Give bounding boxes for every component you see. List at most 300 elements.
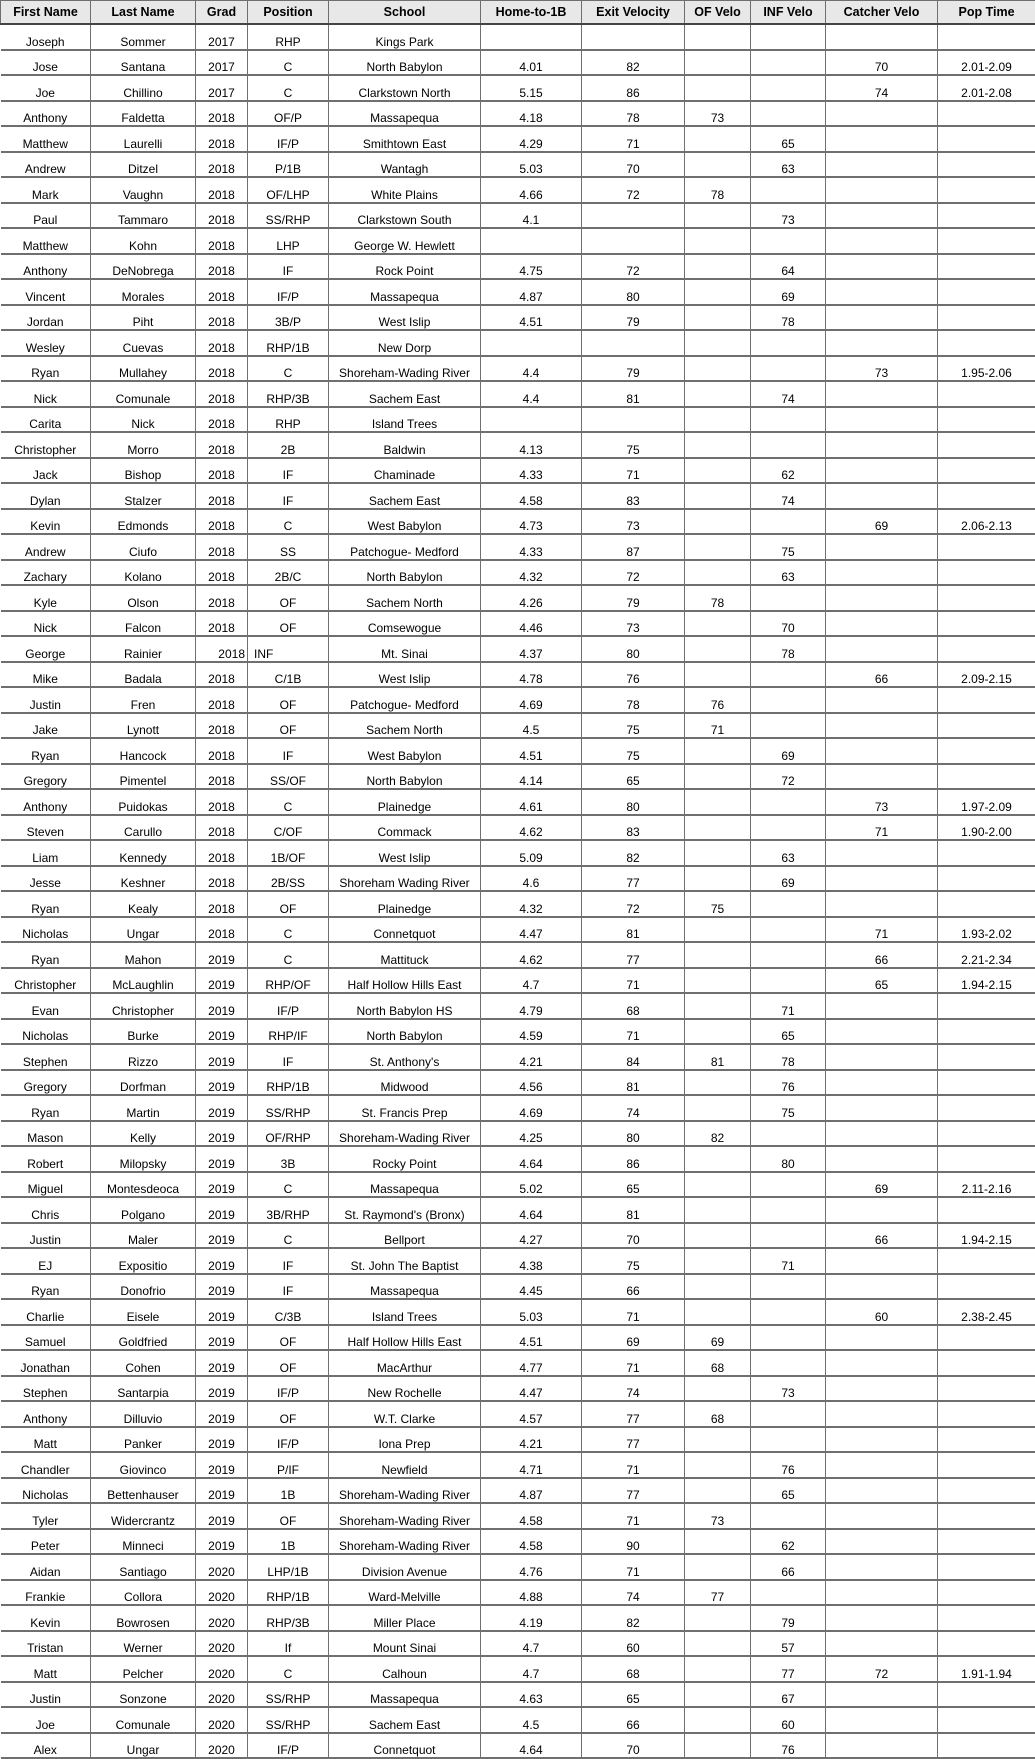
table-row xyxy=(1,585,1035,611)
cell-last-name: Piht xyxy=(91,305,196,331)
cell-school: Chaminade xyxy=(329,458,481,484)
cell-pop-time xyxy=(938,1401,1035,1427)
cell-last-name: Minneci xyxy=(91,1529,196,1555)
cell-last-name: Olson xyxy=(91,585,196,611)
cell-position: IF/P xyxy=(248,279,329,305)
cell-pop-time xyxy=(938,279,1035,305)
cell-last-name: Kelly xyxy=(91,1121,196,1147)
cell-of-velo xyxy=(685,152,751,178)
cell-of-velo xyxy=(685,968,751,994)
cell-home-to-1b: 4.51 xyxy=(481,1325,582,1351)
cell-inf-velo xyxy=(751,891,826,917)
cell-first-name: Andrew xyxy=(1,534,91,560)
cell-last-name: Pelcher xyxy=(91,1656,196,1682)
cell-catcher-velo xyxy=(826,381,938,407)
cell-exit-velocity: 72 xyxy=(582,177,685,203)
cell-first-name: Justin xyxy=(1,687,91,713)
cell-grad: 2018 xyxy=(196,764,248,790)
table-row xyxy=(1,840,1035,866)
cell-last-name: Lynott xyxy=(91,713,196,739)
cell-exit-velocity: 81 xyxy=(582,1197,685,1223)
cell-inf-velo: 73 xyxy=(751,1376,826,1402)
cell-first-name: Ryan xyxy=(1,942,91,968)
cell-school: Shoreham-Wading River xyxy=(329,356,481,382)
table-row xyxy=(1,917,1035,943)
cell-inf-velo: 78 xyxy=(751,1044,826,1070)
cell-grad: 2018 xyxy=(196,152,248,178)
cell-of-velo xyxy=(685,1248,751,1274)
cell-grad: 2018 xyxy=(196,713,248,739)
cell-home-to-1b xyxy=(481,228,582,254)
cell-inf-velo xyxy=(751,24,826,50)
cell-first-name: Ryan xyxy=(1,891,91,917)
cell-grad: 2018 xyxy=(196,560,248,586)
cell-position: RHP xyxy=(248,407,329,433)
cell-home-to-1b: 5.02 xyxy=(481,1172,582,1198)
cell-pop-time xyxy=(938,611,1035,637)
cell-exit-velocity xyxy=(582,24,685,50)
cell-inf-velo xyxy=(751,1223,826,1249)
cell-position: C xyxy=(248,75,329,101)
cell-grad: 2018 xyxy=(196,662,248,688)
table-row xyxy=(1,509,1035,535)
cell-of-velo xyxy=(685,840,751,866)
cell-first-name: Joseph xyxy=(1,24,91,50)
cell-school: White Plains xyxy=(329,177,481,203)
cell-school: Kings Park xyxy=(329,24,481,50)
cell-last-name: Tammaro xyxy=(91,203,196,229)
cell-home-to-1b: 4.71 xyxy=(481,1452,582,1478)
cell-pop-time: 2.06-2.13 xyxy=(938,509,1035,535)
cell-catcher-velo: 66 xyxy=(826,942,938,968)
cell-school: New Dorp xyxy=(329,330,481,356)
cell-inf-velo xyxy=(751,942,826,968)
cell-position: IF/P xyxy=(248,1376,329,1402)
cell-first-name: Nicholas xyxy=(1,1478,91,1504)
cell-catcher-velo xyxy=(826,458,938,484)
cell-first-name: Mark xyxy=(1,177,91,203)
cell-catcher-velo xyxy=(826,1350,938,1376)
cell-position: C xyxy=(248,1656,329,1682)
cell-exit-velocity: 71 xyxy=(582,1554,685,1580)
cell-last-name: Ungar xyxy=(91,1733,196,1759)
cell-pop-time xyxy=(938,1605,1035,1631)
cell-school: St. Anthony's xyxy=(329,1044,481,1070)
cell-first-name: George xyxy=(1,636,91,662)
cell-inf-velo: 75 xyxy=(751,534,826,560)
cell-of-velo xyxy=(685,534,751,560)
cell-home-to-1b: 4.61 xyxy=(481,789,582,815)
cell-last-name: Cuevas xyxy=(91,330,196,356)
table-row xyxy=(1,993,1035,1019)
cell-pop-time xyxy=(938,1146,1035,1172)
cell-of-velo: 73 xyxy=(685,1503,751,1529)
cell-school: Massapequa xyxy=(329,1682,481,1708)
cell-of-velo: 68 xyxy=(685,1401,751,1427)
cell-first-name: Chandler xyxy=(1,1452,91,1478)
table-row xyxy=(1,432,1035,458)
cell-catcher-velo xyxy=(826,1427,938,1453)
cell-grad: 2018 xyxy=(196,509,248,535)
table-row xyxy=(1,279,1035,305)
cell-inf-velo: 69 xyxy=(751,738,826,764)
cell-of-velo xyxy=(685,764,751,790)
cell-grad: 2018 xyxy=(196,738,248,764)
cell-catcher-velo: 74 xyxy=(826,75,938,101)
table-row xyxy=(1,75,1035,101)
cell-pop-time xyxy=(938,1707,1035,1733)
cell-home-to-1b: 4.56 xyxy=(481,1070,582,1096)
cell-exit-velocity: 83 xyxy=(582,815,685,841)
cell-pop-time: 2.21-2.34 xyxy=(938,942,1035,968)
cell-first-name: Kyle xyxy=(1,585,91,611)
cell-catcher-velo: 69 xyxy=(826,1172,938,1198)
cell-exit-velocity: 76 xyxy=(582,662,685,688)
cell-first-name: Matt xyxy=(1,1427,91,1453)
table-row xyxy=(1,611,1035,637)
cell-exit-velocity: 75 xyxy=(582,738,685,764)
cell-catcher-velo xyxy=(826,1478,938,1504)
cell-last-name: Ungar xyxy=(91,917,196,943)
cell-school: W.T. Clarke xyxy=(329,1401,481,1427)
cell-school: Miller Place xyxy=(329,1605,481,1631)
cell-of-velo xyxy=(685,432,751,458)
cell-position: C/3B xyxy=(248,1299,329,1325)
cell-pop-time xyxy=(938,1197,1035,1223)
cell-last-name: Maler xyxy=(91,1223,196,1249)
cell-last-name: DeNobrega xyxy=(91,254,196,280)
cell-school: Massapequa xyxy=(329,279,481,305)
cell-inf-velo xyxy=(751,432,826,458)
cell-exit-velocity: 71 xyxy=(582,458,685,484)
cell-last-name: Puidokas xyxy=(91,789,196,815)
cell-position: OF xyxy=(248,687,329,713)
cell-exit-velocity: 79 xyxy=(582,356,685,382)
cell-catcher-velo xyxy=(826,1631,938,1657)
cell-pop-time xyxy=(938,840,1035,866)
cell-of-velo xyxy=(685,1707,751,1733)
cell-exit-velocity: 80 xyxy=(582,789,685,815)
cell-inf-velo: 62 xyxy=(751,458,826,484)
table-row xyxy=(1,458,1035,484)
cell-home-to-1b xyxy=(481,407,582,433)
cell-home-to-1b: 4.7 xyxy=(481,1656,582,1682)
cell-inf-velo xyxy=(751,662,826,688)
table-body xyxy=(1,24,1035,1758)
table-row xyxy=(1,1707,1035,1733)
cell-of-velo xyxy=(685,1274,751,1300)
cell-last-name: Mahon xyxy=(91,942,196,968)
cell-last-name: Laurelli xyxy=(91,126,196,152)
table-row xyxy=(1,152,1035,178)
cell-school: Half Hollow Hills East xyxy=(329,1325,481,1351)
cell-last-name: Hancock xyxy=(91,738,196,764)
cell-inf-velo: 79 xyxy=(751,1605,826,1631)
cell-school: Plainedge xyxy=(329,789,481,815)
cell-catcher-velo xyxy=(826,126,938,152)
cell-position: IF/P xyxy=(248,1733,329,1759)
cell-inf-velo: 73 xyxy=(751,203,826,229)
cell-position: 2B/SS xyxy=(248,866,329,892)
cell-position: SS/OF xyxy=(248,764,329,790)
cell-inf-velo: 63 xyxy=(751,152,826,178)
cell-home-to-1b: 4.51 xyxy=(481,305,582,331)
cell-last-name: Mullahey xyxy=(91,356,196,382)
cell-exit-velocity: 90 xyxy=(582,1529,685,1555)
cell-catcher-velo: 60 xyxy=(826,1299,938,1325)
cell-exit-velocity: 80 xyxy=(582,1121,685,1147)
cell-inf-velo: 78 xyxy=(751,305,826,331)
cell-school: George W. Hewlett xyxy=(329,228,481,254)
table-row xyxy=(1,1503,1035,1529)
cell-pop-time xyxy=(938,177,1035,203)
cell-first-name: Carita xyxy=(1,407,91,433)
cell-last-name: Rizzo xyxy=(91,1044,196,1070)
cell-of-velo xyxy=(685,611,751,637)
cell-last-name: Goldfried xyxy=(91,1325,196,1351)
cell-school: North Babylon xyxy=(329,50,481,76)
cell-pop-time xyxy=(938,687,1035,713)
cell-position: OF xyxy=(248,713,329,739)
cell-grad: 2019 xyxy=(196,942,248,968)
cell-inf-velo: 77 xyxy=(751,1656,826,1682)
cell-inf-velo: 76 xyxy=(751,1070,826,1096)
cell-home-to-1b: 4.4 xyxy=(481,356,582,382)
cell-of-velo xyxy=(685,1682,751,1708)
table-row xyxy=(1,1197,1035,1223)
cell-exit-velocity: 83 xyxy=(582,483,685,509)
cell-grad: 2019 xyxy=(196,968,248,994)
cell-pop-time xyxy=(938,126,1035,152)
col-header-pop-time: Pop Time xyxy=(938,1,1035,25)
cell-grad: 2018 xyxy=(196,534,248,560)
cell-inf-velo: 67 xyxy=(751,1682,826,1708)
cell-exit-velocity: 82 xyxy=(582,50,685,76)
cell-inf-velo xyxy=(751,509,826,535)
cell-inf-velo xyxy=(751,1274,826,1300)
cell-exit-velocity: 71 xyxy=(582,1350,685,1376)
cell-home-to-1b: 4.1 xyxy=(481,203,582,229)
cell-exit-velocity: 81 xyxy=(582,1070,685,1096)
table-row xyxy=(1,1274,1035,1300)
cell-position: If xyxy=(248,1631,329,1657)
cell-of-velo xyxy=(685,1223,751,1249)
cell-inf-velo xyxy=(751,1172,826,1198)
cell-of-velo: 82 xyxy=(685,1121,751,1147)
table-row xyxy=(1,50,1035,76)
cell-exit-velocity: 81 xyxy=(582,917,685,943)
cell-inf-velo: 70 xyxy=(751,611,826,637)
cell-first-name: Jake xyxy=(1,713,91,739)
cell-home-to-1b: 4.33 xyxy=(481,458,582,484)
cell-first-name: Ryan xyxy=(1,356,91,382)
cell-of-velo: 76 xyxy=(685,687,751,713)
cell-grad: 2019 xyxy=(196,1197,248,1223)
cell-pop-time xyxy=(938,1503,1035,1529)
table-row xyxy=(1,126,1035,152)
cell-exit-velocity: 68 xyxy=(582,993,685,1019)
cell-of-velo xyxy=(685,815,751,841)
cell-first-name: Christopher xyxy=(1,432,91,458)
cell-pop-time xyxy=(938,1044,1035,1070)
table-row xyxy=(1,1656,1035,1682)
col-header-position: Position xyxy=(248,1,329,25)
cell-last-name: Fren xyxy=(91,687,196,713)
cell-grad: 2018 xyxy=(196,330,248,356)
cell-home-to-1b: 4.32 xyxy=(481,560,582,586)
col-header-last-name: Last Name xyxy=(91,1,196,25)
cell-catcher-velo xyxy=(826,764,938,790)
cell-exit-velocity: 73 xyxy=(582,611,685,637)
cell-pop-time xyxy=(938,483,1035,509)
cell-school: Baldwin xyxy=(329,432,481,458)
cell-grad: 2018 xyxy=(196,840,248,866)
cell-of-velo xyxy=(685,1733,751,1759)
cell-school: Calhoun xyxy=(329,1656,481,1682)
cell-school: Mt. Sinai xyxy=(329,636,481,662)
cell-catcher-velo xyxy=(826,611,938,637)
cell-catcher-velo xyxy=(826,152,938,178)
cell-exit-velocity: 72 xyxy=(582,891,685,917)
cell-grad: 2018 xyxy=(196,407,248,433)
cell-first-name: Justin xyxy=(1,1682,91,1708)
cell-first-name: Nicholas xyxy=(1,917,91,943)
cell-grad: 2019 xyxy=(196,1325,248,1351)
table-row xyxy=(1,1172,1035,1198)
cell-of-velo xyxy=(685,942,751,968)
cell-school: St. John The Baptist xyxy=(329,1248,481,1274)
table-row xyxy=(1,330,1035,356)
cell-catcher-velo xyxy=(826,840,938,866)
cell-grad: 2018 xyxy=(196,101,248,127)
cell-grad: 2017 xyxy=(196,24,248,50)
cell-school: Smithtown East xyxy=(329,126,481,152)
cell-of-velo xyxy=(685,1427,751,1453)
cell-exit-velocity: 77 xyxy=(582,866,685,892)
cell-pop-time xyxy=(938,1452,1035,1478)
cell-grad: 2019 xyxy=(196,1478,248,1504)
cell-position: C/1B xyxy=(248,662,329,688)
table-row xyxy=(1,381,1035,407)
col-header-school: School xyxy=(329,1,481,25)
cell-inf-velo xyxy=(751,585,826,611)
cell-of-velo xyxy=(685,1095,751,1121)
cell-last-name: Montesdeoca xyxy=(91,1172,196,1198)
cell-school: St. Raymond's (Bronx) xyxy=(329,1197,481,1223)
cell-catcher-velo xyxy=(826,101,938,127)
col-header-catcher-velo: Catcher Velo xyxy=(826,1,938,25)
cell-grad: 2019 xyxy=(196,1274,248,1300)
cell-last-name: Christopher xyxy=(91,993,196,1019)
cell-position: RHP/OF xyxy=(248,968,329,994)
cell-grad: 2020 xyxy=(196,1707,248,1733)
cell-home-to-1b: 4.33 xyxy=(481,534,582,560)
cell-exit-velocity: 66 xyxy=(582,1707,685,1733)
cell-school: North Babylon xyxy=(329,560,481,586)
table-row xyxy=(1,713,1035,739)
cell-position: OF xyxy=(248,1401,329,1427)
cell-first-name: Nick xyxy=(1,611,91,637)
cell-first-name: Alex xyxy=(1,1733,91,1759)
cell-grad: 2018 xyxy=(196,687,248,713)
cell-grad: 2019 xyxy=(196,1248,248,1274)
cell-position: OF xyxy=(248,585,329,611)
cell-exit-velocity xyxy=(582,228,685,254)
cell-catcher-velo xyxy=(826,1605,938,1631)
cell-first-name: Gregory xyxy=(1,1070,91,1096)
cell-home-to-1b: 4.46 xyxy=(481,611,582,637)
cell-school: Half Hollow Hills East xyxy=(329,968,481,994)
table-row xyxy=(1,203,1035,229)
cell-position: IF/P xyxy=(248,993,329,1019)
cell-grad: 2017 xyxy=(196,50,248,76)
cell-inf-velo xyxy=(751,356,826,382)
cell-school: Shoreham-Wading River xyxy=(329,1503,481,1529)
table-row xyxy=(1,534,1035,560)
table-row xyxy=(1,305,1035,331)
cell-position: RHP/3B xyxy=(248,381,329,407)
cell-catcher-velo: 69 xyxy=(826,509,938,535)
cell-last-name: Santiago xyxy=(91,1554,196,1580)
cell-exit-velocity: 80 xyxy=(582,636,685,662)
cell-pop-time xyxy=(938,330,1035,356)
cell-position: OF xyxy=(248,1503,329,1529)
table-row xyxy=(1,1401,1035,1427)
table-row xyxy=(1,866,1035,892)
cell-position: C xyxy=(248,1172,329,1198)
cell-pop-time xyxy=(938,1631,1035,1657)
cell-pop-time: 1.91-1.94 xyxy=(938,1656,1035,1682)
cell-exit-velocity: 70 xyxy=(582,1733,685,1759)
cell-inf-velo xyxy=(751,713,826,739)
cell-last-name: McLaughlin xyxy=(91,968,196,994)
cell-first-name: Charlie xyxy=(1,1299,91,1325)
cell-grad: 2019 xyxy=(196,1299,248,1325)
cell-home-to-1b: 4.64 xyxy=(481,1733,582,1759)
cell-school: Massapequa xyxy=(329,1274,481,1300)
cell-catcher-velo xyxy=(826,1325,938,1351)
cell-catcher-velo xyxy=(826,1580,938,1606)
cell-home-to-1b: 5.03 xyxy=(481,1299,582,1325)
cell-school: Plainedge xyxy=(329,891,481,917)
cell-catcher-velo xyxy=(826,738,938,764)
cell-position: 3B xyxy=(248,1146,329,1172)
cell-pop-time xyxy=(938,1580,1035,1606)
cell-exit-velocity: 78 xyxy=(582,101,685,127)
table-row xyxy=(1,1044,1035,1070)
cell-home-to-1b: 4.25 xyxy=(481,1121,582,1147)
cell-position: RHP/1B xyxy=(248,330,329,356)
cell-inf-velo xyxy=(751,1580,826,1606)
cell-school: Clarkstown South xyxy=(329,203,481,229)
table-row xyxy=(1,1478,1035,1504)
cell-position: RHP xyxy=(248,24,329,50)
cell-of-velo xyxy=(685,509,751,535)
cell-catcher-velo xyxy=(826,636,938,662)
cell-inf-velo: 76 xyxy=(751,1733,826,1759)
cell-last-name: Chillino xyxy=(91,75,196,101)
cell-first-name: Matthew xyxy=(1,126,91,152)
cell-position: LHP/1B xyxy=(248,1554,329,1580)
cell-home-to-1b: 4.76 xyxy=(481,1554,582,1580)
cell-inf-velo xyxy=(751,1503,826,1529)
cell-last-name: Milopsky xyxy=(91,1146,196,1172)
cell-home-to-1b: 4.73 xyxy=(481,509,582,535)
cell-school: Ward-Melville xyxy=(329,1580,481,1606)
cell-position: C xyxy=(248,509,329,535)
cell-first-name: Jonathan xyxy=(1,1350,91,1376)
cell-grad: 2018 xyxy=(196,917,248,943)
